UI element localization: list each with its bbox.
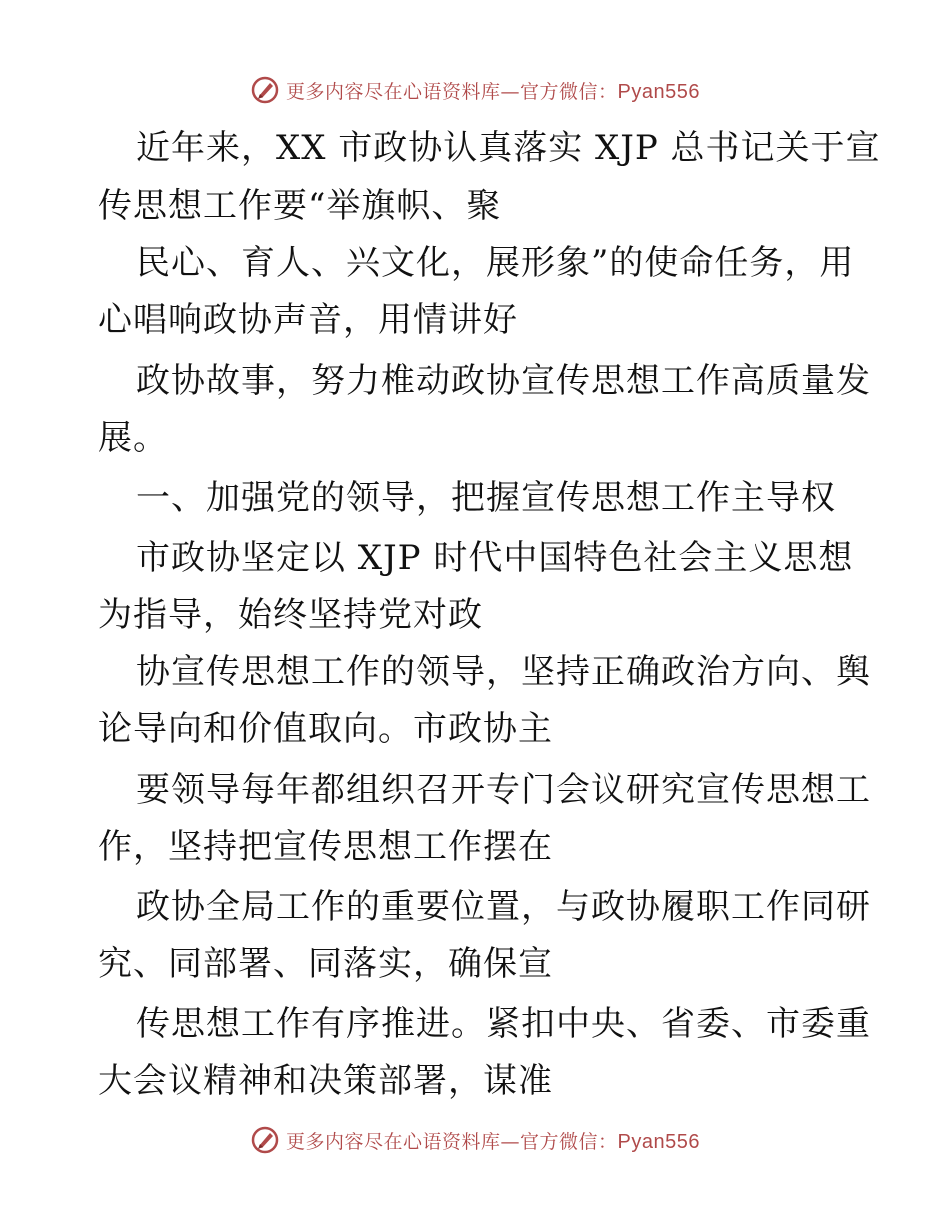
watermark-text: 更多内容尽在心语资料库—官方微信：Pyan556 <box>286 1130 700 1153</box>
body-line: 传思想工作要“举旗帜、聚 <box>98 186 502 226</box>
body-line: 近年来，XX 市政协认真落实 XJP 总书记关于宣 <box>136 128 881 168</box>
body-line: 传思想工作有序推进。紧扣中央、省委、市委重 <box>136 1004 871 1044</box>
body-line: 究、同部署、同落实，确保宣 <box>98 944 553 984</box>
footer-watermark <box>0 1120 950 1160</box>
header-watermark <box>0 70 950 110</box>
body-line: 为指导，始终坚持党对政 <box>98 595 483 635</box>
body-line: 展。 <box>98 418 168 458</box>
body-line: 市政协坚定以 XJP 时代中国特色社会主义思想 <box>136 538 854 578</box>
body-line: 要领导每年都组织召开专门会议研究宣传思想工 <box>136 770 871 810</box>
watermark-handle: Pyan556 <box>617 80 700 103</box>
body-line: 协宣传思想工作的领导，坚持正确政治方向、舆 <box>136 652 871 692</box>
body-line: 作，坚持把宣传思想工作摆在 <box>98 827 553 867</box>
watermark-text: 更多内容尽在心语资料库—官方微信：Pyan556 <box>286 80 700 103</box>
watermark-handle: Pyan556 <box>617 1130 700 1153</box>
body-line: 大会议精神和决策部署，谋准 <box>98 1061 553 1101</box>
body-line: 心唱响政协声音，用情讲好 <box>98 300 518 340</box>
body-line: 政协故事，努力椎动政协宣传思想工作高质量发 <box>136 361 871 401</box>
logo-icon <box>250 75 280 105</box>
logo-icon <box>250 1125 280 1155</box>
body-line: 民心、育人、兴文化，展形象”的使命任务，用 <box>136 243 855 283</box>
body-line: 政协全局工作的重要位置，与政协履职工作同研 <box>136 887 871 927</box>
body-line: 论导向和价值取向。市政协主 <box>98 709 553 749</box>
section-heading: 一、加强党的领导，把握宣传思想工作主导权 <box>136 478 836 518</box>
